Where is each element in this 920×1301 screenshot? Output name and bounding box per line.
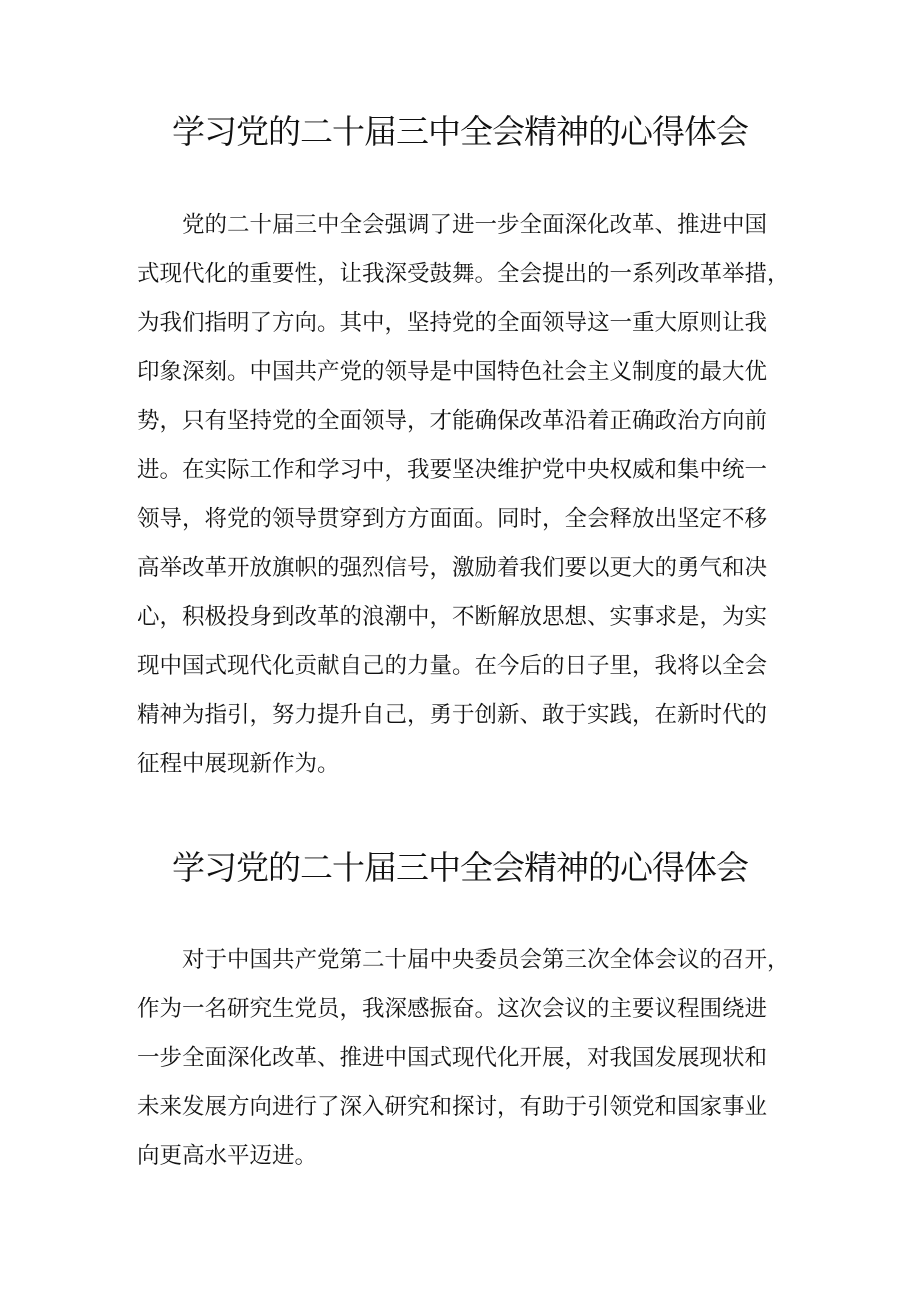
paragraph-line: 为我们指明了方向。其中，坚持党的全面领导这一重大原则让我	[137, 310, 768, 336]
section-2-title: 学习党的二十届三中全会精神的心得体会	[172, 848, 748, 887]
paragraph-line: 征程中展现新作为。	[137, 751, 340, 777]
paragraph-line: 现中国式现代化贡献自己的力量。在今后的日子里，我将以全会	[137, 653, 768, 679]
paragraph-line: 一步全面深化改革、推进中国式现代化开展，对我国发展现状和	[137, 1045, 768, 1071]
paragraph-line: 式现代化的重要性，让我深受鼓舞。全会提出的一系列改革举措，	[137, 261, 790, 287]
paragraph-line: 印象深刻。中国共产党的领导是中国特色社会主义制度的最大优	[137, 359, 768, 385]
section-1-body	[137, 205, 790, 793]
paragraph-line: 进。在实际工作和学习中，我要坚决维护党中央权威和集中统一	[137, 457, 768, 483]
paragraph-line: 势，只有坚持党的全面领导，才能确保改革沿着正确政治方向前	[137, 408, 768, 434]
paragraph-line: 精神为指引，努力提升自己，勇于创新、敢于实践，在新时代的	[137, 702, 768, 728]
section-2-body	[137, 940, 790, 1185]
paragraph-line: 作为一名研究生党员，我深感振奋。这次会议的主要议程围绕进	[137, 996, 768, 1022]
paragraph-line: 未来发展方向进行了深入研究和探讨，有助于引领党和国家事业	[137, 1094, 768, 1120]
paragraph-line: 对于中国共产党第二十届中央委员会第三次全体会议的召开，	[182, 947, 790, 973]
paragraph-line: 党的二十届三中全会强调了进一步全面深化改革、推进中国	[182, 212, 768, 238]
paragraph-line: 领导，将党的领导贯穿到方方面面。同时，全会释放出坚定不移	[137, 506, 768, 532]
section-1-title: 学习党的二十届三中全会精神的心得体会	[172, 112, 748, 151]
paragraph-line: 心，积极投身到改革的浪潮中，不断解放思想、实事求是，为实	[137, 604, 768, 630]
paragraph-line: 向更高水平迈进。	[137, 1143, 318, 1169]
paragraph-line: 高举改革开放旗帜的强烈信号，激励着我们要以更大的勇气和决	[137, 555, 768, 581]
